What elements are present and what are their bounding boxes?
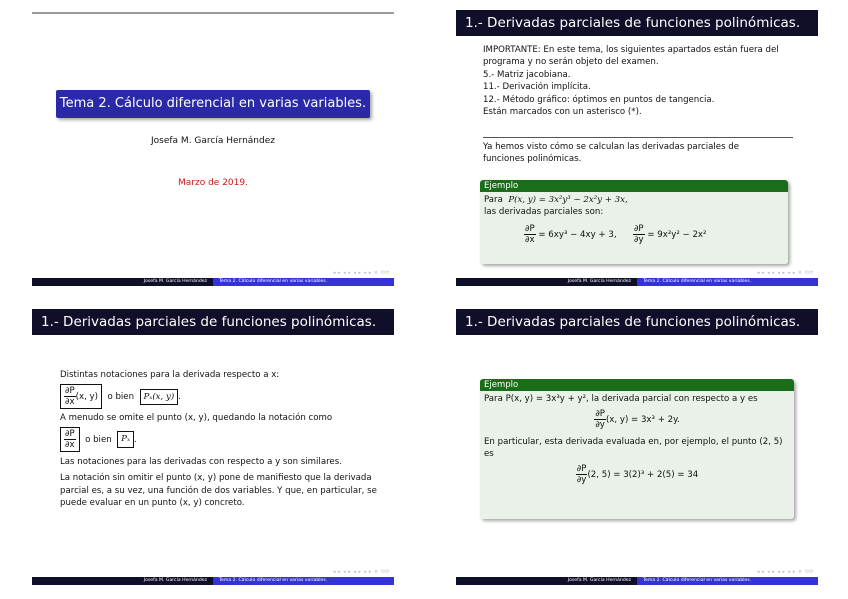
divider	[483, 137, 793, 138]
beamer-nav-icons[interactable]: ◂ ▸ ◂ ▸ ◂ ▸ ◂ ▸ ≡ ⟲⟳	[333, 270, 390, 276]
important-note	[483, 44, 799, 118]
partials-equation	[484, 224, 784, 245]
footer-title: Tema 2. Cálculo diferencial en varias variables.	[213, 278, 394, 286]
fraction: $\frac{\partial P}{\partial x}$	[525, 224, 535, 245]
frame-title: 1.- Derivadas parciales de funciones polinómicas.	[456, 309, 818, 335]
item: 11.- Derivación implícita.	[483, 82, 591, 93]
beamer-nav-icons[interactable]: ◂ ▸ ◂ ▸ ◂ ▸ ◂ ▸ ≡ ⟲⟳	[333, 569, 390, 575]
footer	[32, 278, 394, 286]
notation-row-short: $\frac{\partial P}{\partial x}$ o bien Pₓ .	[60, 427, 380, 452]
block-body	[480, 391, 794, 519]
dpdx-rhs: = 6xy³ − 4xy + 3,	[538, 230, 617, 240]
top-rule	[32, 12, 394, 14]
fraction: $\frac{\partial P}{\partial y}$	[595, 409, 605, 430]
footer-title: Tema 2. Cálculo diferencial en varias variables.	[637, 278, 818, 286]
obien-word: o bien	[107, 392, 135, 403]
notation-intro: Distintas notaciones para la derivada respecto a x:	[60, 370, 280, 380]
footer	[32, 577, 394, 585]
boxed-px: Pₓ	[117, 431, 134, 447]
function-def: P(x, y) = 3x²y³ − 2x²y + 3x,	[508, 195, 628, 205]
frame-title: 1.- Derivadas parciales de funciones polinómicas.	[32, 309, 394, 335]
obien-word: o bien	[85, 434, 112, 445]
notation-text	[60, 369, 380, 509]
equation-2: $\frac{\partial P}{\partial y}$ (2, 5) = 3(2)³ + 2(5) = 34	[576, 464, 699, 485]
item: 12.- Método gráfico: óptimos en puntos de tangencia.	[483, 94, 715, 105]
block-title: Ejemplo	[480, 379, 794, 391]
para-word: Para	[484, 195, 503, 205]
notation-omit: A menudo se omite el punto (x, y), quedando la notación como	[60, 413, 333, 424]
footer-author: Josefa M. García Hernández	[456, 577, 637, 585]
slide-4	[456, 309, 818, 585]
evaluation-text: En particular, esta derivada evaluada en, por ejemplo, el punto (2, 5) es	[484, 437, 783, 459]
intro-text: Ya hemos visto cómo se calculan las derivadas parciales de funciones polinómicas.	[483, 142, 740, 165]
boxed-fraction: $\frac{\partial P}{\partial x}$	[60, 427, 80, 452]
footer-author: Josefa M. García Hernández	[456, 278, 637, 286]
footer-author: Josefa M. García Hernández	[32, 577, 213, 585]
block-title: Ejemplo	[480, 180, 788, 192]
slide-3	[32, 309, 394, 585]
block-body	[480, 192, 788, 264]
boxed-px: Pₓ(x, y)	[140, 389, 179, 405]
notation-similar: Las notaciones para las derivadas con respecto a y son similares.	[60, 456, 342, 467]
frame-title: 1.- Derivadas parciales de funciones polinómicas.	[456, 10, 818, 36]
slide-1	[32, 10, 394, 286]
marked-text: Están marcados con un asterisco (*).	[483, 107, 642, 118]
item: 5.- Matriz jacobiana.	[483, 69, 571, 80]
fraction: $\frac{\partial P}{\partial y}$	[633, 224, 644, 245]
footer	[456, 278, 818, 286]
presentation-title: Tema 2. Cálculo diferencial en varias variables.	[56, 90, 370, 118]
example-intro: Para P(x, y) = 3x³y + y², la derivada parcial con respecto a y es	[484, 394, 758, 404]
footer-title: Tema 2. Cálculo diferencial en varias variables.	[213, 577, 394, 585]
footer	[456, 577, 818, 585]
equation-1: $\frac{\partial P}{\partial y}$ (x, y) = 3x³ + 2y.	[595, 409, 680, 430]
example-block	[480, 180, 788, 264]
partials-text: las derivadas parciales son:	[484, 207, 604, 217]
notation-explanation: La notación sin omitir el punto (x, y) pone de manifiesto que la derivada parcial es, a su vez, una función de dos variables. Y que, en particular, se puede evaluar en un punto (x, y) concreto.	[60, 473, 377, 509]
beamer-nav-icons[interactable]: ◂ ▸ ◂ ▸ ◂ ▸ ◂ ▸ ≡ ⟲⟳	[757, 270, 814, 276]
date: Marzo de 2019.	[178, 178, 248, 188]
fraction: $\frac{\partial P}{\partial y}$	[576, 464, 587, 485]
footer-title: Tema 2. Cálculo diferencial en varias variables.	[637, 577, 818, 585]
boxed-fraction: $\frac{\partial P}{\partial x}$ (x, y)	[60, 384, 102, 409]
beamer-nav-icons[interactable]: ◂ ▸ ◂ ▸ ◂ ▸ ◂ ▸ ≡ ⟲⟳	[757, 569, 814, 575]
footer-author: Josefa M. García Hernández	[32, 278, 213, 286]
author: Josefa M. García Hernández	[151, 136, 275, 146]
example-block	[480, 379, 794, 519]
dpdy-rhs: = 9x²y² − 2x²	[647, 230, 707, 240]
important-text: IMPORTANTE: En este tema, los siguientes apartados están fuera del programa y no serán objeto del examen.	[483, 45, 779, 68]
slide-2	[456, 10, 818, 286]
notation-row-full: $\frac{\partial P}{\partial x}$ (x, y) o bien Pₓ(x, y) .	[60, 384, 380, 409]
